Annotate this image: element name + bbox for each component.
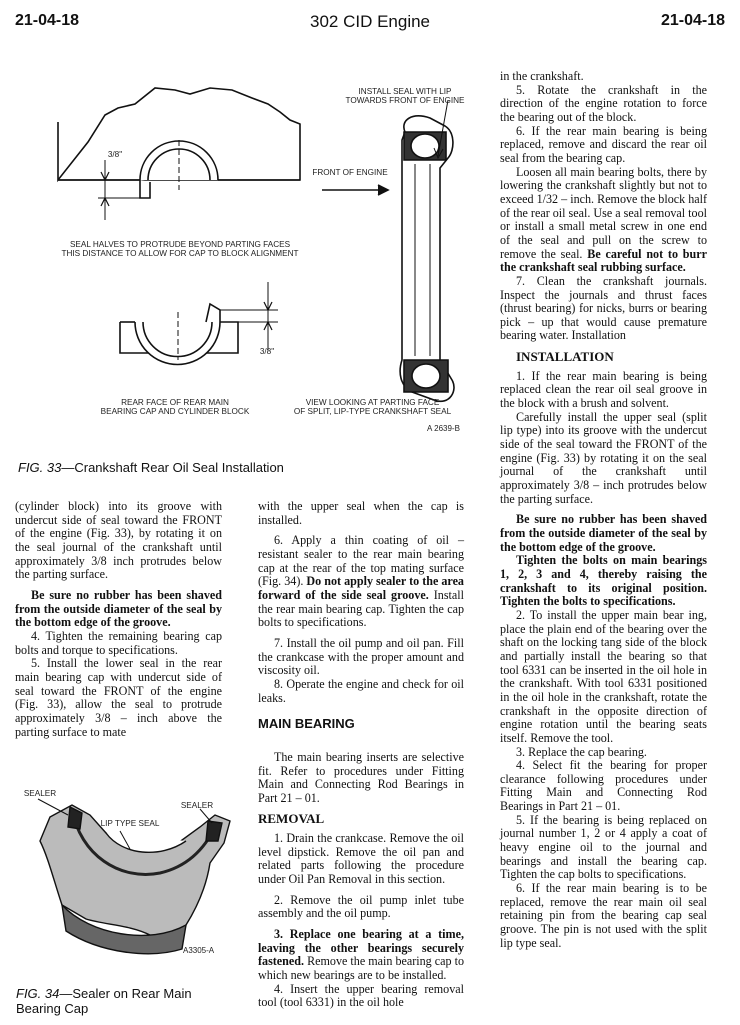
note-seal-halves-2: THIS DISTANCE TO ALLOW FOR CAP TO BLOCK ALIGNMENT — [61, 249, 299, 258]
col3-p13: 5. If the bearing is being replaced on journal number 1, 2 or 4 apply a coat of heavy engine oil to the journal and bearings and install the bearing cap. Tighten the cap bolts to specifications. — [500, 812, 707, 882]
figure-34-code: A3305-A — [183, 946, 215, 955]
col2-p3: 7. Install the oil pump and oil pan. Fill the crankcase with the proper amount and viscosity oil. — [258, 635, 464, 678]
label-front-of-engine: FRONT OF ENGINE — [312, 168, 388, 177]
page-number-left: 21-04-18 — [15, 12, 80, 29]
label-rear-face: REAR FACE OF REAR MAIN — [121, 398, 229, 407]
column-1 — [15, 500, 222, 739]
col2-p4: 8. Operate the engine and check for oil leaks. — [258, 676, 464, 705]
col3-p14: 6. If the rear main bearing is to be replaced, remove the rear main oil seal retaining pin from the bearing cap seal groove. The pin is not used with the split lip type seal. — [500, 881, 707, 950]
figure-34-number: FIG. 34 — [16, 986, 60, 1001]
split-lip-seal-view — [400, 100, 454, 401]
figure-33-caption — [18, 460, 284, 475]
col1-p4: 5. Install the lower seal in the rear main bearing cap with undercut side of seal toward the FRONT of the engine (Fig. 33), allow the seal to protrude approximately 3/8 – inch above the parting surface to mate — [15, 656, 222, 739]
col3-p9: Tighten the bolts on main bearings 1, 2, 3 and 4, thereby raising the crankshaft to its original position. Tighten the bolts to specifications. — [500, 553, 707, 609]
col2-p7: 2. Remove the oil pump inlet tube assembly and the oil pump. — [258, 892, 464, 921]
col2-p2: 6. Apply a thin coating of oil – resistant sealer to the rear main bearing cap at the rear of the top mating surface (Fig. 34). Do not apply sealer to the area forward of the side seal groove. Install the rear main bearing cap. Tighten the cap bolts to specifications. — [258, 533, 464, 630]
label-rear-face-2: BEARING CAP AND CYLINDER BLOCK — [100, 407, 250, 416]
figure-34-drawing — [10, 785, 240, 965]
heading-main-bearing: MAIN BEARING — [258, 716, 355, 732]
column-3 — [500, 70, 707, 950]
figure-33-code: A 2639-B — [427, 424, 460, 433]
figure-34-caption — [16, 986, 236, 1016]
col3-p8: Be sure no rubber has been shaved from the outside diameter of the seal by the bottom edge of the groove. — [500, 512, 707, 554]
figure-34-title: —Sealer on Rear Main — [59, 986, 192, 1001]
col3-p2: 5. Rotate the crankshaft in the direction of the engine rotation to force the bearing out of the block. — [500, 82, 707, 124]
col3-p3: 6. If the rear main bearing is being replaced, remove and discard the rear oil seal from the bearing cap. — [500, 123, 707, 165]
col3-p4: Loosen all main bearing bolts, there by lowering the crankshaft slightly but not to exceed 1/32 – inch. Remove the block half of the rear oil seal. Use a seal removal tool or install a small metal screw in one end of the seal and pull on the screw to remove the seal. Be careful not to burr the crankshaft seal rubbing surface. — [500, 164, 707, 275]
col1-p2: Be sure no rubber has been shaved from the outside diameter of the seal by the bottom edge of the groove. — [15, 587, 222, 630]
col2-p9: 4. Insert the upper bearing removal tool (tool 6331) in the oil hole — [258, 981, 464, 1010]
label-lip-type-seal: LIP TYPE SEAL — [100, 819, 160, 828]
col3-p10: 2. To install the upper main bear ing, place the plain end of the bearing over the shaft on the locking tang side of the block and partially install the bearing so that tool 6331 can be inserted in the oil hole in the crankshaft. With tool 6331 positioned in the oil hole in the crankshaft, rotate the crankshaft in the opposite direction of engine rotation until the bearing seats itself. Remove the tool. — [500, 607, 707, 745]
note-seal-halves: SEAL HALVES TO PROTRUDE BEYOND PARTING FACES — [69, 240, 291, 249]
col2-p1: with the upper seal when the cap is installed. — [258, 499, 464, 527]
page-number-right: 21-04-18 — [660, 12, 725, 29]
label-install-seal: INSTALL SEAL WITH LIP — [358, 87, 452, 96]
figure-34-title-2: Bearing Cap — [16, 1001, 89, 1016]
col3-p12: 4. Select fit the bearing for proper clearance following procedures under Fitting Main and Connecting Rod Bearings in Part 21 – 01. — [500, 758, 707, 814]
dim-top: 3/8" — [107, 150, 123, 159]
label-view-looking-2: OF SPLIT, LIP-TYPE CRANKSHAFT SEAL — [293, 407, 452, 416]
col3-p6: 1. If the rear main bearing is being replaced clean the rear oil seal groove in the block with a brush and solvent. — [500, 368, 707, 411]
figure-33-title: —Crankshaft Rear Oil Seal Installation — [61, 460, 284, 475]
col3-p11: 3. Replace the cap bearing. — [516, 744, 647, 759]
label-install-seal-2: TOWARDS FRONT OF ENGINE — [345, 96, 465, 105]
col3-p1: in the crankshaft. — [500, 69, 584, 83]
figure-33-number: FIG. 33 — [18, 460, 62, 475]
page-title: 302 CID Engine — [309, 12, 431, 31]
col1-p3: 4. Tighten the remaining bearing cap bolts and torque to specifications. — [15, 628, 222, 657]
col3-p7: Carefully install the upper seal (split lip type) into its groove with the undercut side of the seal toward the FRONT of the engine (Fig. 33) by rotating it on the seal journal of the crankshaft until approximately 3/8 – inch protrudes below the parting surface. — [500, 409, 707, 506]
col2-p5: The main bearing inserts are selective fit. Refer to procedures under Fitting Main and Connecting Rod Bearings in Part 21 – 01. — [258, 749, 464, 805]
col3-p5: 7. Clean the crankshaft journals. Inspect the journals and thrust faces (thrust bearing) for nicks, burrs or bearing pick – up that would cause premature bearing water. Installation — [500, 273, 707, 343]
label-view-looking: VIEW LOOKING AT PARTING FACE — [305, 398, 440, 407]
heading-removal: REMOVAL — [258, 811, 325, 827]
col1-p1: (cylinder block) into its groove with undercut side of seal toward the FRONT of the engine (Fig. 33), by rotating it on the seal journal of the crankshaft until approximately 3/8 inch protrudes below the parting surface. — [15, 499, 222, 582]
heading-installation: INSTALLATION — [516, 349, 614, 365]
label-sealer-right: SEALER — [180, 801, 214, 810]
dim-bottom: 3/8" — [259, 347, 275, 356]
column-2 — [258, 500, 464, 1010]
label-sealer-left: SEALER — [23, 789, 57, 798]
col2-p8: 3. Replace one bearing at a time, leaving the other bearings securely fastened. Remove the main bearing cap to which new bearings are to be installed. — [258, 927, 464, 983]
col2-p6: 1. Drain the crankcase. Remove the oil level dipstick. Remove the oil pan and related parts following the procedure under Oil Pan Removal in this section. — [258, 831, 464, 887]
